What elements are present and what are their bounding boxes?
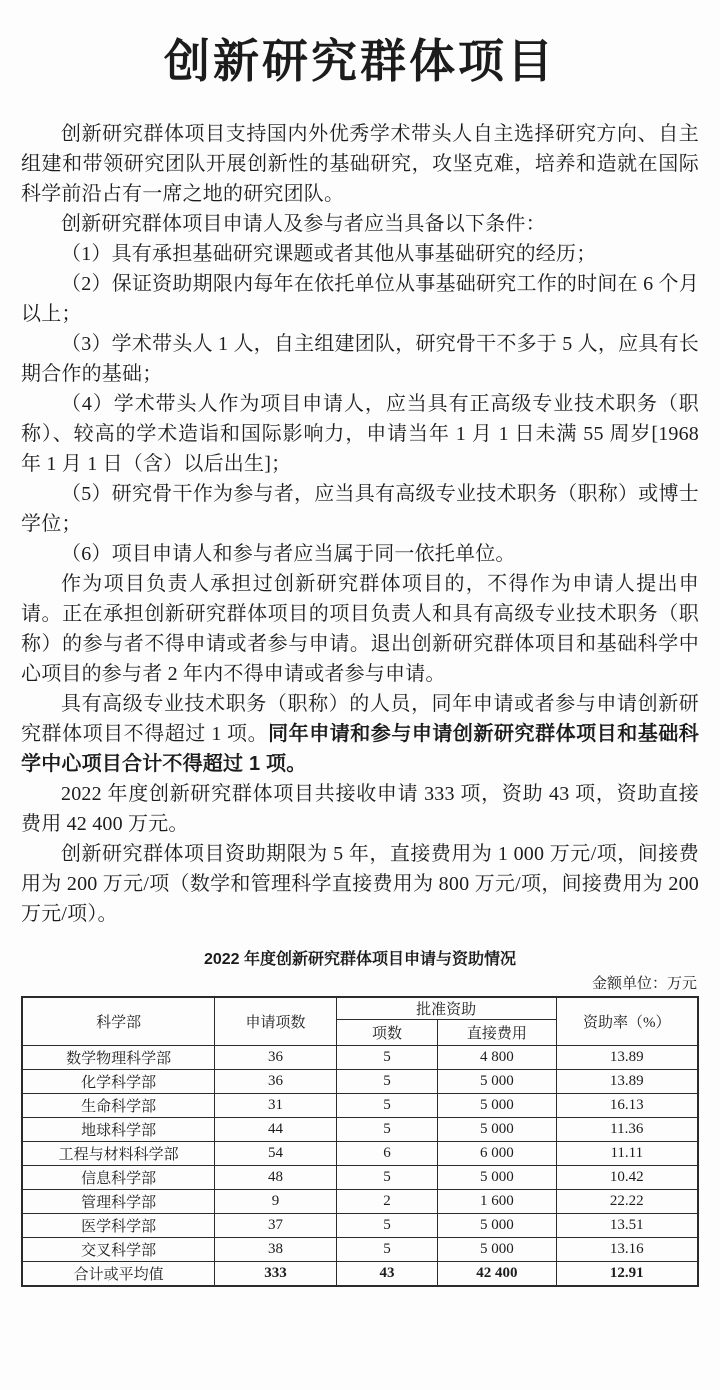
applied-cell: 54 [215,1142,337,1166]
body-paragraph: 创新研究群体项目资助期限为 5 年，直接费用为 1 000 万元/项，间接费用为 200 万元/项（数学和管理科学直接费用为 800 万元/项，间接费用为 200 万元/项）。 [21,843,699,926]
header-approved-count: 项数 [336,1020,437,1046]
table-header-row [22,997,698,1020]
rate-cell: 13.89 [556,1070,698,1094]
approved-cell: 2 [336,1190,437,1214]
paragraph-text: 具有高级专业技术职务（职称）的人员，同年申请或者参与申请创新研究群体项目不得超过 1 项。 [21,693,699,746]
applied-cell: 36 [215,1046,337,1070]
approved-cell: 5 [336,1094,437,1118]
table-row [22,1118,698,1142]
applied-cell: 48 [215,1166,337,1190]
header-rate: 资助率（%） [556,997,698,1046]
dept-cell: 交叉科学部 [22,1238,215,1262]
dept-cell: 管理科学部 [22,1190,215,1214]
approved-cell: 5 [336,1070,437,1094]
unit-note: 金额单位：万元 [591,976,697,993]
dept-cell: 化学科学部 [22,1070,215,1094]
rate-cell: 11.11 [556,1142,698,1166]
rate-cell: 13.51 [556,1214,698,1238]
approved-cell: 5 [336,1046,437,1070]
applied-cell: 36 [215,1070,337,1094]
funding-cell: 5 000 [438,1070,556,1094]
funding-cell: 4 800 [438,1046,556,1070]
rate-cell: 11.36 [556,1118,698,1142]
body-paragraph: 2022 年度创新研究群体项目共接收申请 333 项，资助 43 项，资助直接费用 42 400 万元。 [21,783,699,836]
table-row [22,1046,698,1070]
approved-cell: 43 [336,1262,437,1287]
table-row [22,1214,698,1238]
body-paragraph: 创新研究群体项目申请人及参与者应当具备以下条件： [61,213,546,236]
approved-cell: 5 [336,1166,437,1190]
applied-cell: 31 [215,1094,337,1118]
table-row [22,1142,698,1166]
table-row [22,1190,698,1214]
body-paragraph: （3）学术带头人 1 人，自主组建团队，研究骨干不多于 5 人，应具有长期合作的基础； [21,333,699,386]
funding-cell: 5 000 [438,1166,556,1190]
applied-cell: 44 [215,1118,337,1142]
funding-cell: 5 000 [438,1094,556,1118]
body-paragraph: （1）具有承担基础研究课题或者其他从事基础研究的经历； [61,243,597,266]
table-row [22,1094,698,1118]
dept-cell: 信息科学部 [22,1166,215,1190]
approved-cell: 6 [336,1142,437,1166]
table-total-row [22,1262,698,1287]
approved-cell: 5 [336,1118,437,1142]
funding-cell: 6 000 [438,1142,556,1166]
header-approved-group: 批准资助 [336,997,556,1020]
bold-statement: 同年申请和参与申请创新研究群体项目和基础科学中心项目合计不得超过 1 项。 [21,723,699,776]
rate-cell: 13.16 [556,1238,698,1262]
dept-cell: 数学物理科学部 [22,1046,215,1070]
approved-cell: 5 [336,1214,437,1238]
body-paragraph: （6）项目申请人和参与者应当属于同一依托单位。 [61,543,516,566]
rate-cell: 16.13 [556,1094,698,1118]
header-dept: 科学部 [22,997,215,1046]
funding-cell: 5 000 [438,1238,556,1262]
body-paragraph: （2）保证资助期限内每年在依托单位从事基础研究工作的时间在 6 个月以上； [21,273,699,326]
body-paragraph [21,689,699,779]
rate-cell: 12.91 [556,1262,698,1287]
dept-cell: 工程与材料科学部 [22,1142,215,1166]
body-paragraph: 创新研究群体项目支持国内外优秀学术带头人自主选择研究方向、自主组建和带领研究团队开展创新性的基础研究，攻坚克难，培养和造就在国际科学前沿占有一席之地的研究团队。 [21,123,699,206]
dept-cell: 合计或平均值 [22,1262,215,1287]
rate-cell: 13.89 [556,1046,698,1070]
table-row [22,1166,698,1190]
body-paragraph: 作为项目负责人承担过创新研究群体项目的，不得作为申请人提出申请。正在承担创新研究群体项目的项目负责人和具有高级专业技术职务（职称）的参与者不得申请或者参与申请。退出创新研究群体项目和基础科学中心项目的参与者 2 年内不得申请或者参与申请。 [21,573,699,686]
dept-cell: 医学科学部 [22,1214,215,1238]
applied-cell: 333 [215,1262,337,1287]
dept-cell: 生命科学部 [22,1094,215,1118]
funding-cell: 1 600 [438,1190,556,1214]
table-row [22,1238,698,1262]
header-direct-funding: 直接费用 [438,1020,556,1046]
applied-cell: 37 [215,1214,337,1238]
rate-cell: 22.22 [556,1190,698,1214]
page-title: 创新研究群体项目 [164,36,556,87]
applied-cell: 9 [215,1190,337,1214]
dept-cell: 地球科学部 [22,1118,215,1142]
table-caption: 2022 年度创新研究群体项目申请与资助情况 [203,951,517,969]
funding-stats-table [21,996,699,1287]
body-paragraph: （5）研究骨干作为参与者，应当具有高级专业技术职务（职称）或博士学位； [21,483,699,536]
rate-cell: 10.42 [556,1166,698,1190]
funding-cell: 5 000 [438,1118,556,1142]
funding-cell: 42 400 [438,1262,556,1287]
header-applied: 申请项数 [215,997,337,1046]
table-row [22,1070,698,1094]
approved-cell: 5 [336,1238,437,1262]
document-body [21,119,699,929]
funding-cell: 5 000 [438,1214,556,1238]
applied-cell: 38 [215,1238,337,1262]
body-paragraph: （4）学术带头人作为项目申请人，应当具有正高级专业技术职务（职称）、较高的学术造诣和国际影响力，申请当年 1 月 1 日未满 55 周岁[1968 年 1 月 1 日（含）以后出生]； [21,393,699,476]
